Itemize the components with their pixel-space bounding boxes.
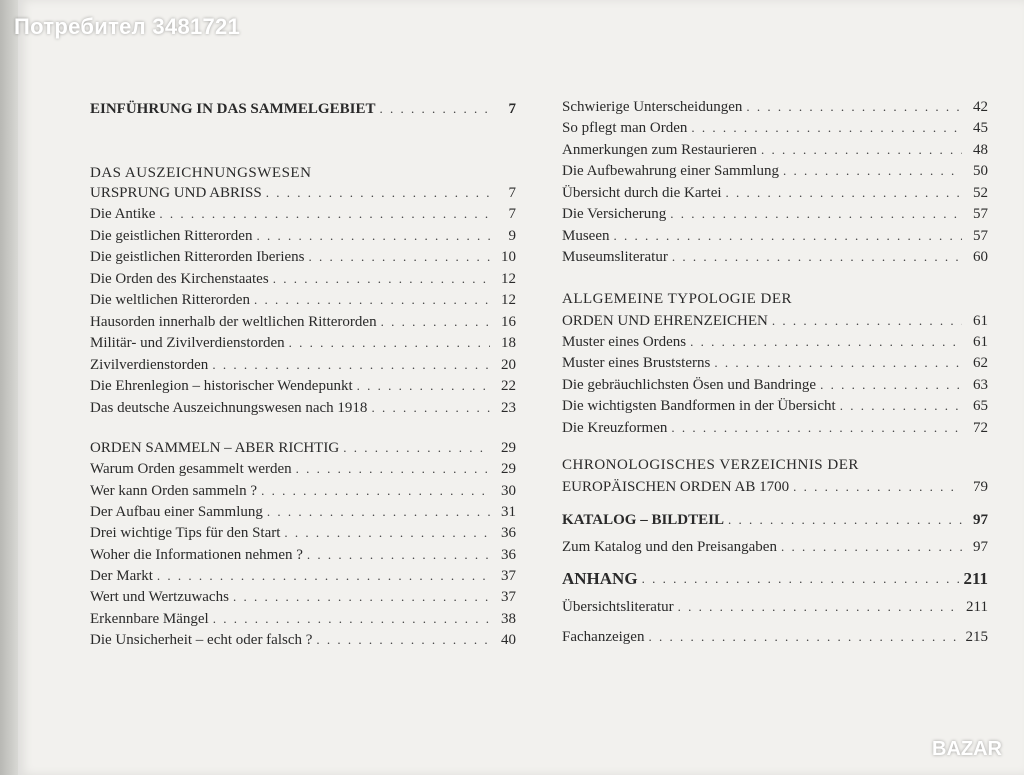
toc-page-number: 65 bbox=[973, 398, 988, 414]
toc-entry bbox=[562, 594, 988, 616]
toc-page-number: 48 bbox=[973, 142, 988, 158]
toc-entry-title: Die wichtigsten Bandformen in der Übersicht bbox=[562, 398, 836, 414]
toc-page-number: 63 bbox=[973, 377, 988, 393]
toc-entry-title: Museumsliteratur bbox=[562, 249, 668, 265]
toc-entry-title: Der Aufbau einer Sammlung bbox=[90, 504, 263, 520]
toc-leader-dots bbox=[233, 588, 490, 606]
toc-leader-dots bbox=[642, 570, 960, 588]
book-page bbox=[18, 0, 1024, 775]
toc-page-number: 60 bbox=[973, 249, 988, 265]
toc-entry bbox=[90, 96, 516, 118]
toc-entry-title: Die Versicherung bbox=[562, 206, 667, 222]
toc-leader-dots bbox=[261, 482, 490, 500]
toc-entry bbox=[90, 330, 516, 352]
toc-entry bbox=[562, 372, 988, 394]
toc-leader-dots bbox=[614, 227, 963, 245]
toc-entry-title: Die Unsicherheit – echt oder falsch ? bbox=[90, 632, 313, 648]
toc-entry-title: Erkennbare Mängel bbox=[90, 611, 209, 627]
toc-leader-dots bbox=[783, 162, 962, 180]
toc-entry bbox=[562, 244, 988, 266]
toc-page-number: 36 bbox=[501, 547, 516, 563]
toc-page-number: 30 bbox=[501, 483, 516, 499]
toc-page-number: 29 bbox=[501, 440, 516, 456]
toc-leader-dots bbox=[266, 184, 490, 202]
toc-section-heading: CHRONOLOGISCHES VERZEICHNIS DER bbox=[562, 457, 859, 473]
toc-page-number: 211 bbox=[963, 569, 988, 588]
toc-entry-title: Der Markt bbox=[90, 568, 153, 584]
toc-page-number: 72 bbox=[973, 420, 988, 436]
toc-leader-dots bbox=[781, 538, 962, 556]
toc-entry-title: ORDEN SAMMELN – ABER RICHTIG bbox=[90, 440, 340, 456]
toc-entry bbox=[562, 350, 988, 372]
toc-entry-title: Zivilverdienstorden bbox=[90, 357, 209, 373]
toc-entry bbox=[90, 201, 516, 223]
toc-entry bbox=[90, 395, 516, 417]
toc-entry bbox=[90, 563, 516, 585]
toc-section-heading: ALLGEMEINE TYPOLOGIE DER bbox=[562, 291, 793, 307]
toc-entry bbox=[90, 499, 516, 521]
toc-entry bbox=[90, 627, 516, 649]
toc-page-number: 52 bbox=[973, 185, 988, 201]
toc-page-number: 29 bbox=[501, 461, 516, 477]
user-watermark: Потребител 3481721 bbox=[14, 14, 241, 39]
toc-leader-dots bbox=[371, 399, 490, 417]
toc-entry-title: Die Ehrenlegion – historischer Wendepunkt bbox=[90, 378, 353, 394]
toc-entry bbox=[90, 287, 516, 309]
toc-leader-dots bbox=[840, 397, 962, 415]
toc-entry bbox=[562, 115, 988, 137]
toc-entry-title: Museen bbox=[562, 228, 610, 244]
toc-entry bbox=[562, 223, 988, 245]
toc-entry bbox=[562, 474, 988, 496]
toc-leader-dots bbox=[671, 419, 962, 437]
toc-leader-dots bbox=[256, 227, 490, 245]
toc-page-number: 211 bbox=[966, 599, 988, 615]
bazar-logo: BAZAR bbox=[932, 738, 1002, 760]
book-spine-shadow bbox=[0, 0, 18, 775]
toc-entry-title: Die Aufbewahrung einer Sammlung bbox=[562, 163, 780, 179]
toc-entry bbox=[562, 137, 988, 159]
toc-leader-dots bbox=[212, 356, 490, 374]
toc-page-number: 36 bbox=[501, 525, 516, 541]
toc-page-number: 45 bbox=[973, 120, 988, 136]
toc-entry bbox=[90, 266, 516, 288]
toc-entry-title: Drei wichtige Tips für den Start bbox=[90, 525, 281, 541]
toc-leader-dots bbox=[289, 334, 490, 352]
toc-entry bbox=[90, 606, 516, 628]
toc-page-number: 7 bbox=[508, 206, 516, 222]
toc-entry bbox=[562, 624, 988, 646]
toc-entry-title: Schwierige Unterscheidungen bbox=[562, 99, 743, 115]
toc-entry-title: Zum Katalog und den Preisangaben bbox=[562, 539, 777, 555]
toc-entry bbox=[90, 309, 516, 331]
toc-page-number: 9 bbox=[508, 228, 516, 244]
toc-page-number: 18 bbox=[501, 335, 516, 351]
toc-entry-title: Wert und Wertzuwachs bbox=[90, 589, 229, 605]
toc-page-number: 215 bbox=[965, 629, 988, 645]
toc-page-number: 40 bbox=[501, 632, 516, 648]
toc-entry bbox=[90, 435, 516, 457]
toc-entry bbox=[562, 415, 988, 437]
toc-leader-dots bbox=[159, 205, 490, 223]
toc-leader-dots bbox=[157, 567, 490, 585]
toc-entry bbox=[90, 584, 516, 606]
toc-entry bbox=[562, 201, 988, 223]
toc-entry bbox=[90, 520, 516, 542]
toc-entry bbox=[562, 180, 988, 202]
toc-entry bbox=[562, 393, 988, 415]
toc-entry bbox=[90, 223, 516, 245]
toc-page-number: 37 bbox=[501, 568, 516, 584]
toc-entry-title: Übersichtsliteratur bbox=[562, 599, 674, 615]
toc-entry-title: Das deutsche Auszeichnungswesen nach 1918 bbox=[90, 400, 368, 416]
toc-entry-title: ORDEN UND EHRENZEICHEN bbox=[562, 313, 768, 329]
toc-entry-title: ANHANG bbox=[562, 569, 638, 588]
toc-page-number: 12 bbox=[501, 271, 516, 287]
toc-entry bbox=[562, 534, 988, 556]
toc-page-number: 57 bbox=[973, 206, 988, 222]
toc-entry-title: Anmerkungen zum Restaurieren bbox=[562, 142, 757, 158]
toc-entry-title: Warum Orden gesammelt werden bbox=[90, 461, 292, 477]
toc-section-heading: DAS AUSZEICHNUNGSWESEN bbox=[90, 165, 312, 181]
toc-entry-title: Militär- und Zivilverdienstorden bbox=[90, 335, 285, 351]
toc-entry bbox=[90, 352, 516, 374]
toc-entry bbox=[90, 542, 516, 564]
toc-leader-dots bbox=[273, 270, 490, 288]
toc-page-number: 23 bbox=[501, 400, 516, 416]
toc-entry-title: Fachanzeigen bbox=[562, 629, 645, 645]
toc-leader-dots bbox=[381, 313, 490, 331]
toc-entry bbox=[90, 478, 516, 500]
toc-page-number: 57 bbox=[973, 228, 988, 244]
toc-page-number: 97 bbox=[973, 512, 988, 528]
toc-entry-title: Muster eines Bruststerns bbox=[562, 355, 711, 371]
toc-leader-dots bbox=[307, 546, 490, 564]
toc-leader-dots bbox=[772, 312, 962, 330]
toc-leader-dots bbox=[728, 511, 962, 529]
toc-entry-title: Die geistlichen Ritterorden bbox=[90, 228, 253, 244]
toc-leader-dots bbox=[714, 354, 962, 372]
toc-entry-title: Hausorden innerhalb der weltlichen Ritterorden bbox=[90, 314, 377, 330]
toc-entry-title: Die Kreuzformen bbox=[562, 420, 668, 436]
toc-leader-dots bbox=[670, 205, 962, 223]
toc-page-number: 10 bbox=[501, 249, 516, 265]
toc-leader-dots bbox=[316, 631, 490, 649]
toc-page-number: 7 bbox=[508, 101, 516, 117]
toc-entry-title: So pflegt man Orden bbox=[562, 120, 688, 136]
toc-leader-dots bbox=[213, 610, 490, 628]
toc-leader-dots bbox=[820, 376, 962, 394]
toc-entry-title: Die gebräuchlichsten Ösen und Bandringe bbox=[562, 377, 817, 393]
toc-entry bbox=[562, 94, 988, 116]
toc-entry-title: KATALOG – BILDTEIL bbox=[562, 512, 724, 528]
toc-leader-dots bbox=[678, 598, 962, 616]
toc-leader-dots bbox=[672, 248, 962, 266]
toc-leader-dots bbox=[761, 141, 962, 159]
toc-entry-title: Die Antike bbox=[90, 206, 156, 222]
toc-entry-title: Woher die Informationen nehmen ? bbox=[90, 547, 303, 563]
toc-leader-dots bbox=[726, 184, 962, 202]
toc-leader-dots bbox=[267, 503, 490, 521]
toc-leader-dots bbox=[648, 628, 961, 646]
toc-entry-title: URSPRUNG UND ABRISS bbox=[90, 185, 262, 201]
toc-leader-dots bbox=[309, 248, 490, 266]
toc-page-number: 20 bbox=[501, 357, 516, 373]
toc-entry bbox=[562, 329, 988, 351]
toc-page-number: 61 bbox=[973, 313, 988, 329]
toc-entry-title: Muster eines Ordens bbox=[562, 334, 687, 350]
toc-page-number: 42 bbox=[973, 99, 988, 115]
toc-entry bbox=[90, 373, 516, 395]
toc-page-number: 16 bbox=[501, 314, 516, 330]
toc-leader-dots bbox=[296, 460, 490, 478]
toc-entry bbox=[562, 507, 988, 529]
toc-leader-dots bbox=[690, 333, 962, 351]
toc-page-number: 97 bbox=[973, 539, 988, 555]
toc-entry bbox=[562, 158, 988, 180]
toc-page-number: 22 bbox=[501, 378, 516, 394]
toc-leader-dots bbox=[254, 291, 490, 309]
toc-leader-dots bbox=[379, 100, 490, 118]
toc-page-number: 7 bbox=[508, 185, 516, 201]
toc-leader-dots bbox=[357, 377, 490, 395]
toc-leader-dots bbox=[746, 98, 962, 116]
toc-entry-title: Wer kann Orden sammeln ? bbox=[90, 483, 258, 499]
toc-entry-title: Die geistlichen Ritterorden Iberiens bbox=[90, 249, 305, 265]
toc-page-number: 50 bbox=[973, 163, 988, 179]
toc-entry-title: Die Orden des Kirchenstaates bbox=[90, 271, 269, 287]
toc-leader-dots bbox=[284, 524, 490, 542]
toc-page-number: 31 bbox=[501, 504, 516, 520]
toc-page-number: 12 bbox=[501, 292, 516, 308]
toc-leader-dots bbox=[691, 119, 962, 137]
toc-entry-title: Die weltlichen Ritterorden bbox=[90, 292, 250, 308]
toc-entry bbox=[90, 456, 516, 478]
toc-entry-title: EINFÜHRUNG IN DAS SAMMELGEBIET bbox=[90, 101, 376, 117]
toc-entry bbox=[90, 244, 516, 266]
toc-leader-dots bbox=[343, 439, 490, 457]
toc-page-number: 79 bbox=[973, 479, 988, 495]
toc-entry-title: EUROPÄISCHEN ORDEN AB 1700 bbox=[562, 479, 790, 495]
toc-entry-title: Übersicht durch die Kartei bbox=[562, 185, 722, 201]
toc-page-number: 37 bbox=[501, 589, 516, 605]
toc-page-number: 38 bbox=[501, 611, 516, 627]
toc-entry bbox=[562, 308, 988, 330]
toc-leader-dots bbox=[793, 478, 962, 496]
toc-entry bbox=[90, 180, 516, 202]
toc-entry bbox=[562, 566, 988, 588]
toc-page-number: 61 bbox=[973, 334, 988, 350]
toc-page-number: 62 bbox=[973, 355, 988, 371]
